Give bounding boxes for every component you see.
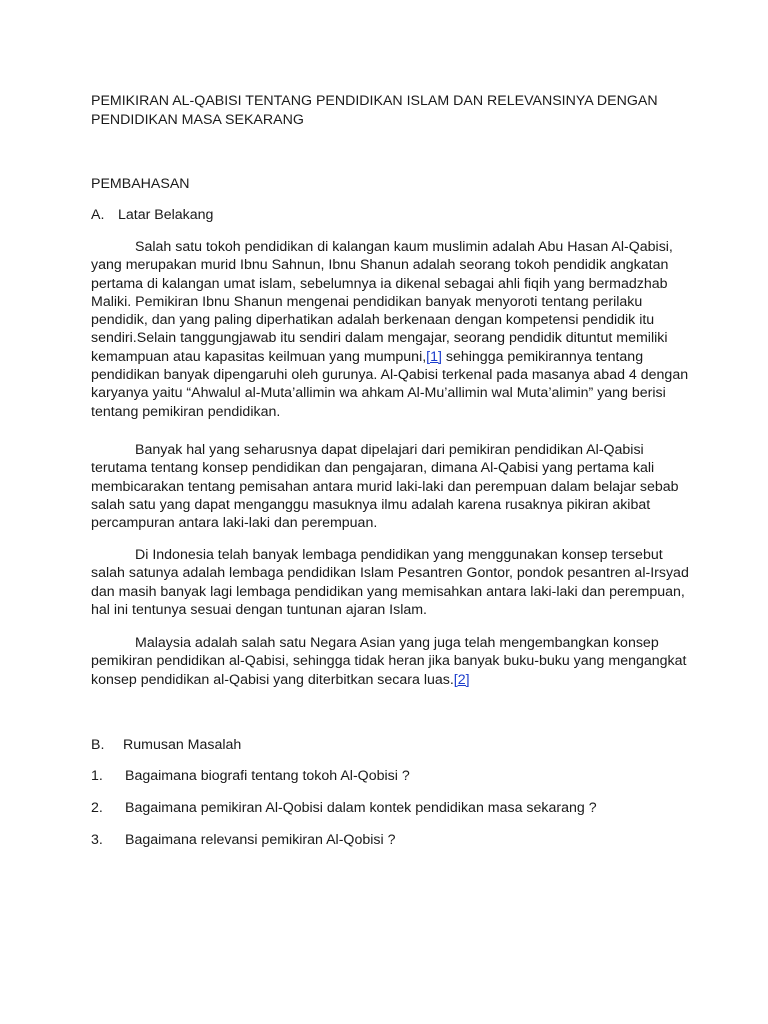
paragraph-text: konsep pendidikan al-Qabisi yang diterbitkan secara luas. [91,671,454,688]
list-item [91,767,410,786]
paragraph-line-with-footnote [91,348,691,366]
document-title-line: PEMIKIRAN AL-QABISI TENTANG PENDIDIKAN ISLAM DAN RELEVANSINYA DENGAN [91,93,658,109]
paragraph-line: Banyak hal yang seharusnya dapat dipelajari dari pemikiran pendidikan Al-Qabisi [135,442,644,458]
paragraph-text: sehingga pemikirannya tentang [441,348,644,365]
section-heading: PEMBAHASAN [91,176,190,192]
paragraph-line: salah satunya adalah lembaga pendidikan Islam Pesantren Gontor, pondok pesantren al-Irsyad [91,565,689,582]
subsection-label: Latar Belakang [118,207,214,223]
list-item-text: Bagaimana pemikiran Al-Qobisi dalam kontek pendidikan masa sekarang ? [125,800,597,816]
document-title [91,92,691,130]
paragraph-line: Di Indonesia telah banyak lembaga pendidikan yang menggunakan konsep tersebut [135,547,663,563]
subsection-heading-a [91,206,213,225]
paragraph-line: percampuran antara laki-laki dan perempuan. [91,515,378,532]
paragraph-line: sendiri.Selain tanggungjawab itu sendiri dalam mengajar, seorang pendidik dituntut memiliki [91,330,668,347]
list-item-number: 2. [91,800,103,816]
list-item-text: Bagaimana relevansi pemikiran Al-Qobisi ? [125,832,396,848]
document-title-line: PENDIDIKAN MASA SEKARANG [91,112,304,128]
subsection-marker: B. [91,737,105,753]
paragraph-line: pendidikan banyak dipengaruhi oleh gurunya. Al-Qabisi terkenal pada masanya abad 4 dengan [91,367,689,384]
subsection-label: Rumusan Masalah [123,737,242,753]
paragraph-line: hal ini tentunya sesuai dengan tuntunan ajaran Islam. [91,601,428,618]
paragraph-line: pemikiran pendidikan al-Qabisi, sehingga tidak heran jika banyak buku-buku yang mengangkat [91,653,687,670]
paragraph-line-with-footnote [91,671,691,689]
paragraph-line: Malaysia adalah salah satu Negara Asian yang juga telah mengembangkan konsep [135,635,659,651]
paragraph-line: pendidik, dan yang paling diperhatikan adalah berkenaan dengan kompetensi pendidik itu [91,312,655,329]
paragraph [91,546,691,619]
list-item-number: 1. [91,768,103,784]
list-item [91,831,395,850]
footnote-link[interactable]: [1] [426,348,442,365]
paragraph-line: dan masih banyak lagi lembaga pendidikan yang memisahkan antara laki-laki dan perempuan, [91,583,685,600]
list-item-text: Bagaimana biografi tentang tokoh Al-Qobisi ? [125,768,410,784]
paragraph-line: membicarakan tentang pemisahan antara murid laki-laki dan perempuan dalam belajar sebab [91,478,679,495]
paragraph-line: Salah satu tokoh pendidikan di kalangan kaum muslimin adalah Abu Hasan Al-Qabisi, [135,239,673,255]
paragraph-line: pertama di kalangan umat islam, sebelumnya ia dikenal sebagai ahli fiqih yang bermadzhab [91,275,668,292]
paragraph [91,441,691,532]
footnote-link[interactable]: [2] [453,671,470,688]
paragraph-line: salah satu yang dapat menganggu masuknya ilmu adalah karena rusaknya pikiran akibat [91,496,651,513]
paragraph-line: Maliki. Pemikiran Ibnu Shanun mengenai pendidikan banyak menyoroti tentang perilaku [91,293,643,310]
paragraph-line: karyanya yaitu “Ahwalul al-Muta’allimin wa ahkam Al-Mu’allimin wal Muta’alimin” yang berisi [91,385,666,402]
list-item [91,799,597,818]
list-item-number: 3. [91,832,103,848]
paragraph [91,238,691,421]
paragraph-line: tentang pemikiran pendidikan. [91,403,281,420]
paragraph-line: yang merupakan murid Ibnu Sahnun, Ibnu Shanun adalah seorang tokoh pendidik angkatan [91,257,669,274]
paragraph-line: terutama tentang konsep pendidikan dan pengajaran, dimana Al-Qabisi yang pertama kali [91,460,655,477]
subsection-marker: A. [91,207,105,223]
subsection-heading-b [91,736,241,755]
paragraph [91,634,691,689]
paragraph-text: kemampuan atau kapasitas keilmuan yang mumpuni, [91,348,427,365]
